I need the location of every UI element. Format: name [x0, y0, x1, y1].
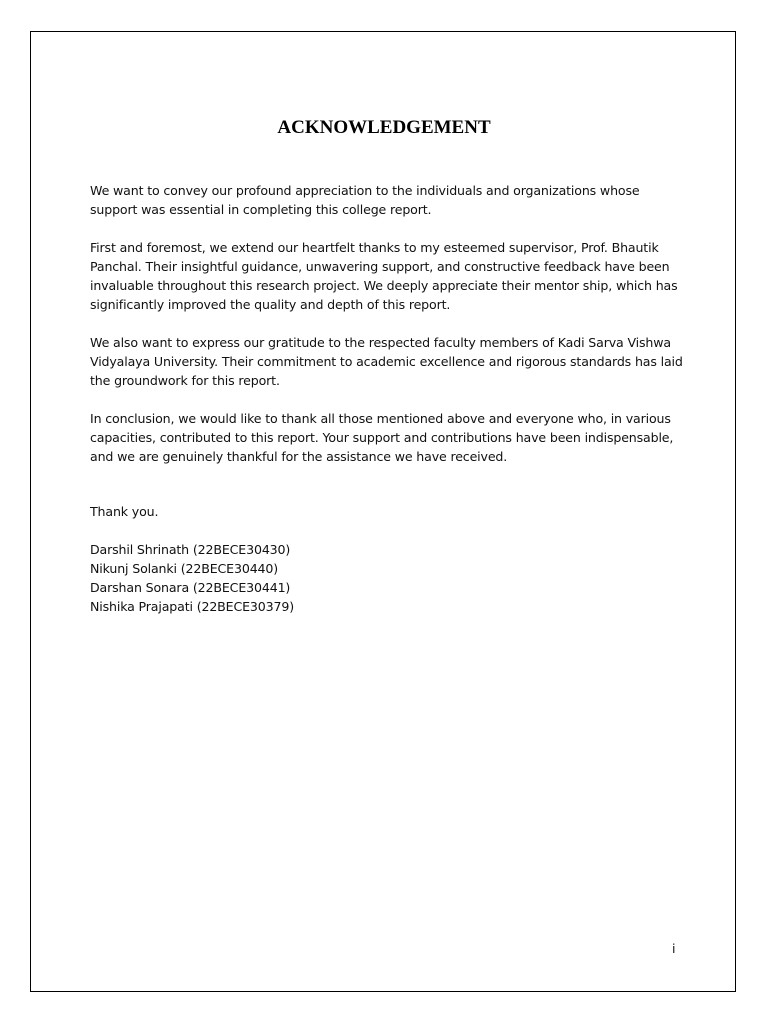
signatory-list: [90, 540, 490, 616]
page-number: i: [672, 941, 676, 956]
paragraph-faculty: We also want to express our gratitude to the respected faculty members of Kadi Sarva Vishwa Vidyalaya University. Their commitment to academic excellence and rigorous standards has laid the groundwork for this report.: [90, 335, 683, 388]
signatory-item: Nishika Prajapati (22BECE30379): [90, 599, 295, 614]
signatory-item: Nikunj Solanki (22BECE30440): [90, 561, 279, 576]
paragraph-conclusion: In conclusion, we would like to thank all those mentioned above and everyone who, in various capacities, contributed to this report. Your support and contributions have been indispensable, and we are genuinely thankful for the assistance we have received.: [90, 411, 674, 464]
signatory-item: Darshil Shrinath (22BECE30430): [90, 542, 291, 557]
paragraph-supervisor: First and foremost, we extend our heartfelt thanks to my esteemed supervisor, Prof. Bhautik Panchal. Their insightful guidance, unwavering support, and constructive feedback have been invaluable throughout this research project. We deeply appreciate their mentor ship, which has significantly improved the quality and depth of this report.: [90, 240, 678, 312]
closing-text: Thank you.: [90, 504, 159, 519]
paragraph-intro: We want to convey our profound appreciation to the individuals and organizations whose support was essential in completing this college report.: [90, 183, 640, 217]
page-title: ACKNOWLEDGEMENT: [277, 117, 491, 138]
signatory-item: Darshan Sonara (22BECE30441): [90, 580, 291, 595]
